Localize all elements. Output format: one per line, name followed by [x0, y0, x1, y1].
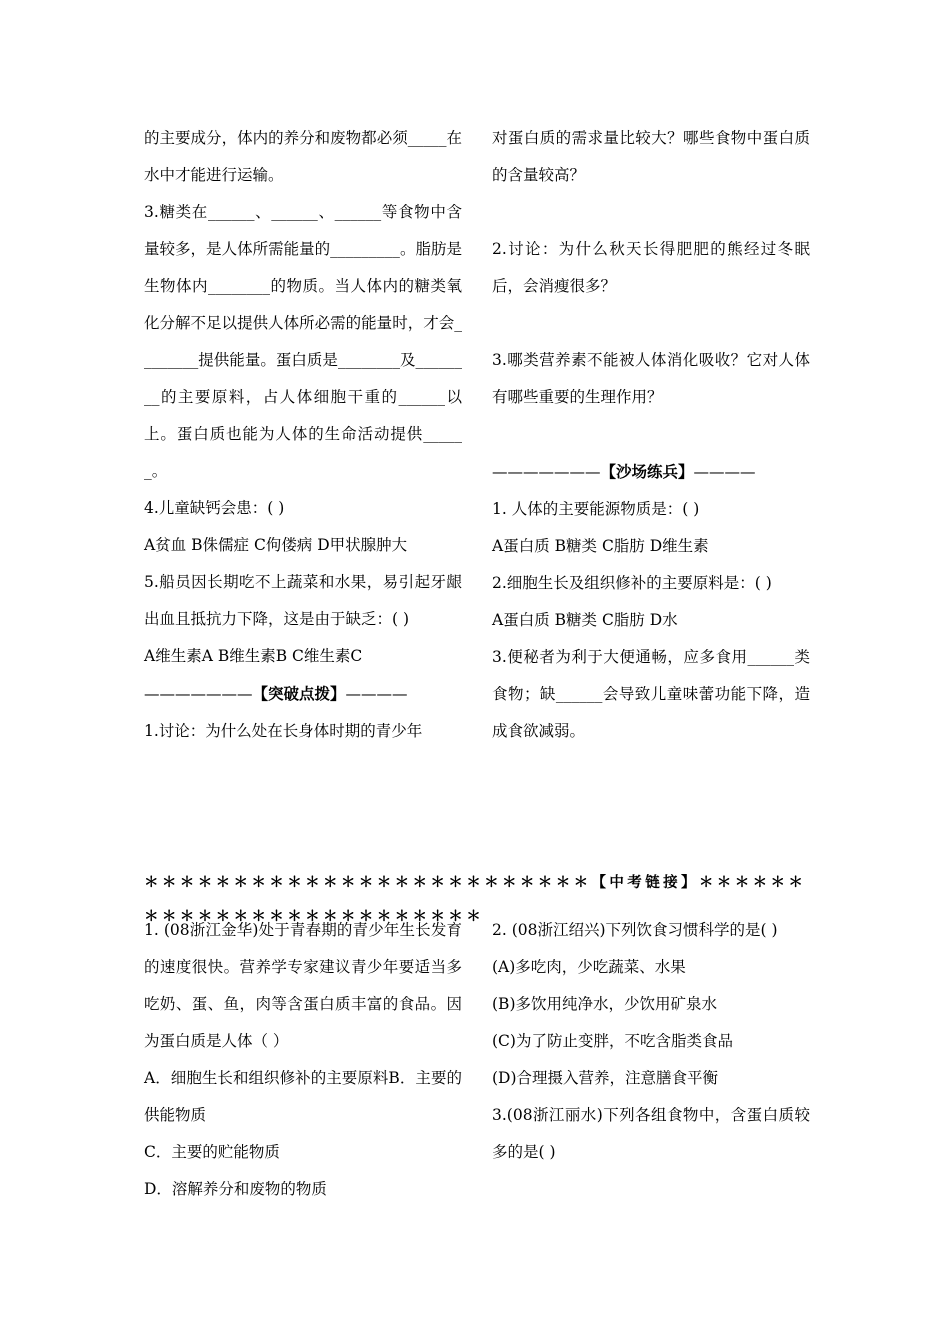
stars-right: ＊＊＊＊＊＊＊＊＊＊＊＊＊＊＊＊＊＊＊＊＊＊＊＊＊ — [144, 874, 807, 925]
exam-question-1-option-ab: A．细胞生长和组织修补的主要原料B．主要的供能物质 — [144, 1069, 462, 1124]
practice-question-3: 3.便秘者为利于大便通畅，应多食用______类食物；缺______会导致儿童味蕾功能下降，造成食欲减弱。 — [492, 648, 810, 740]
spacer — [492, 416, 810, 453]
section-dash-right: ———— — [345, 685, 408, 703]
left-column — [144, 120, 462, 750]
exam-question-3: 3.(08浙江丽水)下列各组食物中，含蛋白质较多的是( ) — [492, 1106, 810, 1161]
question-5-options: A维生素A B维生素B C维生素C — [144, 647, 363, 665]
section-heading-shachang — [492, 453, 810, 491]
paragraph-water-function: 的主要成分，体内的养分和废物都必须_____在水中才能进行运输。 — [144, 129, 462, 184]
question-4: 4.儿童缺钙会患：( ) — [144, 499, 285, 517]
bottom-right-column — [492, 912, 810, 1171]
exam-link-title: 【中考链接】 — [591, 874, 699, 891]
tupo-question-3: 3.哪类营养素不能被人体消化吸收？它对人体有哪些重要的生理作用？ — [492, 351, 810, 406]
practice-question-2-options: A蛋白质 B糖类 C脂肪 D水 — [492, 611, 678, 629]
exam-question-2-option-b: (B)多饮用纯净水，少饮用矿泉水 — [492, 995, 717, 1013]
exam-question-1-option-d: D．溶解养分和废物的物质 — [144, 1180, 327, 1198]
section-dash-left: ——————— — [492, 463, 601, 481]
tupo-question-2: 2.讨论：为什么秋天长得肥肥的熊经过冬眠后，会消瘦很多？ — [492, 240, 810, 295]
spacer — [492, 194, 810, 231]
section-heading-tupo — [144, 675, 462, 713]
question-4-options: A贫血 B侏儒症 C佝偻病 D甲状腺肿大 — [144, 536, 408, 554]
exam-question-2-option-a: (A)多吃肉，少吃蔬菜、水果 — [492, 958, 686, 976]
exam-question-2: 2. (08浙江绍兴)下列饮食习惯科学的是( ) — [492, 921, 778, 939]
section-dash-right: ———— — [693, 463, 756, 481]
practice-question-1: 1. 人体的主要能源物质是：( ) — [492, 500, 700, 518]
spacer — [492, 305, 810, 342]
question-3-fill-blanks: 3.糖类在______、______、______等食物中含量较多，是人体所需能量的_________。脂肪是生物体内________的物质。当人体内的糖类氧化分解不足以提供人体所必需的能量时，才会________提供能量。蛋白质是________及________的主要原料，占人体细胞干重的______以上。蛋白质也能为人体的生命活动提供______。 — [144, 203, 462, 480]
tupo-question-1-continued: 对蛋白质的需求量比较大？哪些食物中蛋白质的含量较高？ — [492, 129, 810, 184]
exam-question-2-option-d: (D)合理摄入营养，注意膳食平衡 — [492, 1069, 719, 1087]
section-title-tupo: 【突破点拨】 — [252, 684, 346, 703]
right-column — [492, 120, 810, 750]
exam-question-1-option-c: C．主要的贮能物质 — [144, 1143, 280, 1161]
stars-left: ＊＊＊＊＊＊＊＊＊＊＊＊＊＊＊＊＊＊＊＊＊＊＊＊＊ — [144, 874, 592, 891]
question-5: 5.船员因长期吃不上蔬菜和水果，易引起牙龈出血且抵抗力下降，这是由于缺乏：( ) — [144, 573, 462, 628]
section-dash-left: ——————— — [144, 685, 253, 703]
section-title-shachang: 【沙场练兵】 — [600, 462, 694, 481]
practice-question-2: 2.细胞生长及组织修补的主要原料是：( ) — [492, 574, 772, 592]
practice-question-1-options: A蛋白质 B糖类 C脂肪 D维生素 — [492, 537, 709, 555]
exam-question-1: 1. (08浙江金华)处于青春期的青少年生长发育的速度很快。营养学专家建议青少年要适当多吃奶、蛋、鱼，肉等含蛋白质丰富的食品。因为蛋白质是人体（ ） — [144, 921, 462, 1050]
tupo-question-1: 1.讨论：为什么处在长身体时期的青少年 — [144, 722, 423, 740]
bottom-left-column — [144, 912, 462, 1208]
exam-question-2-option-c: (C)为了防止变胖，不吃含脂类食品 — [492, 1032, 733, 1050]
